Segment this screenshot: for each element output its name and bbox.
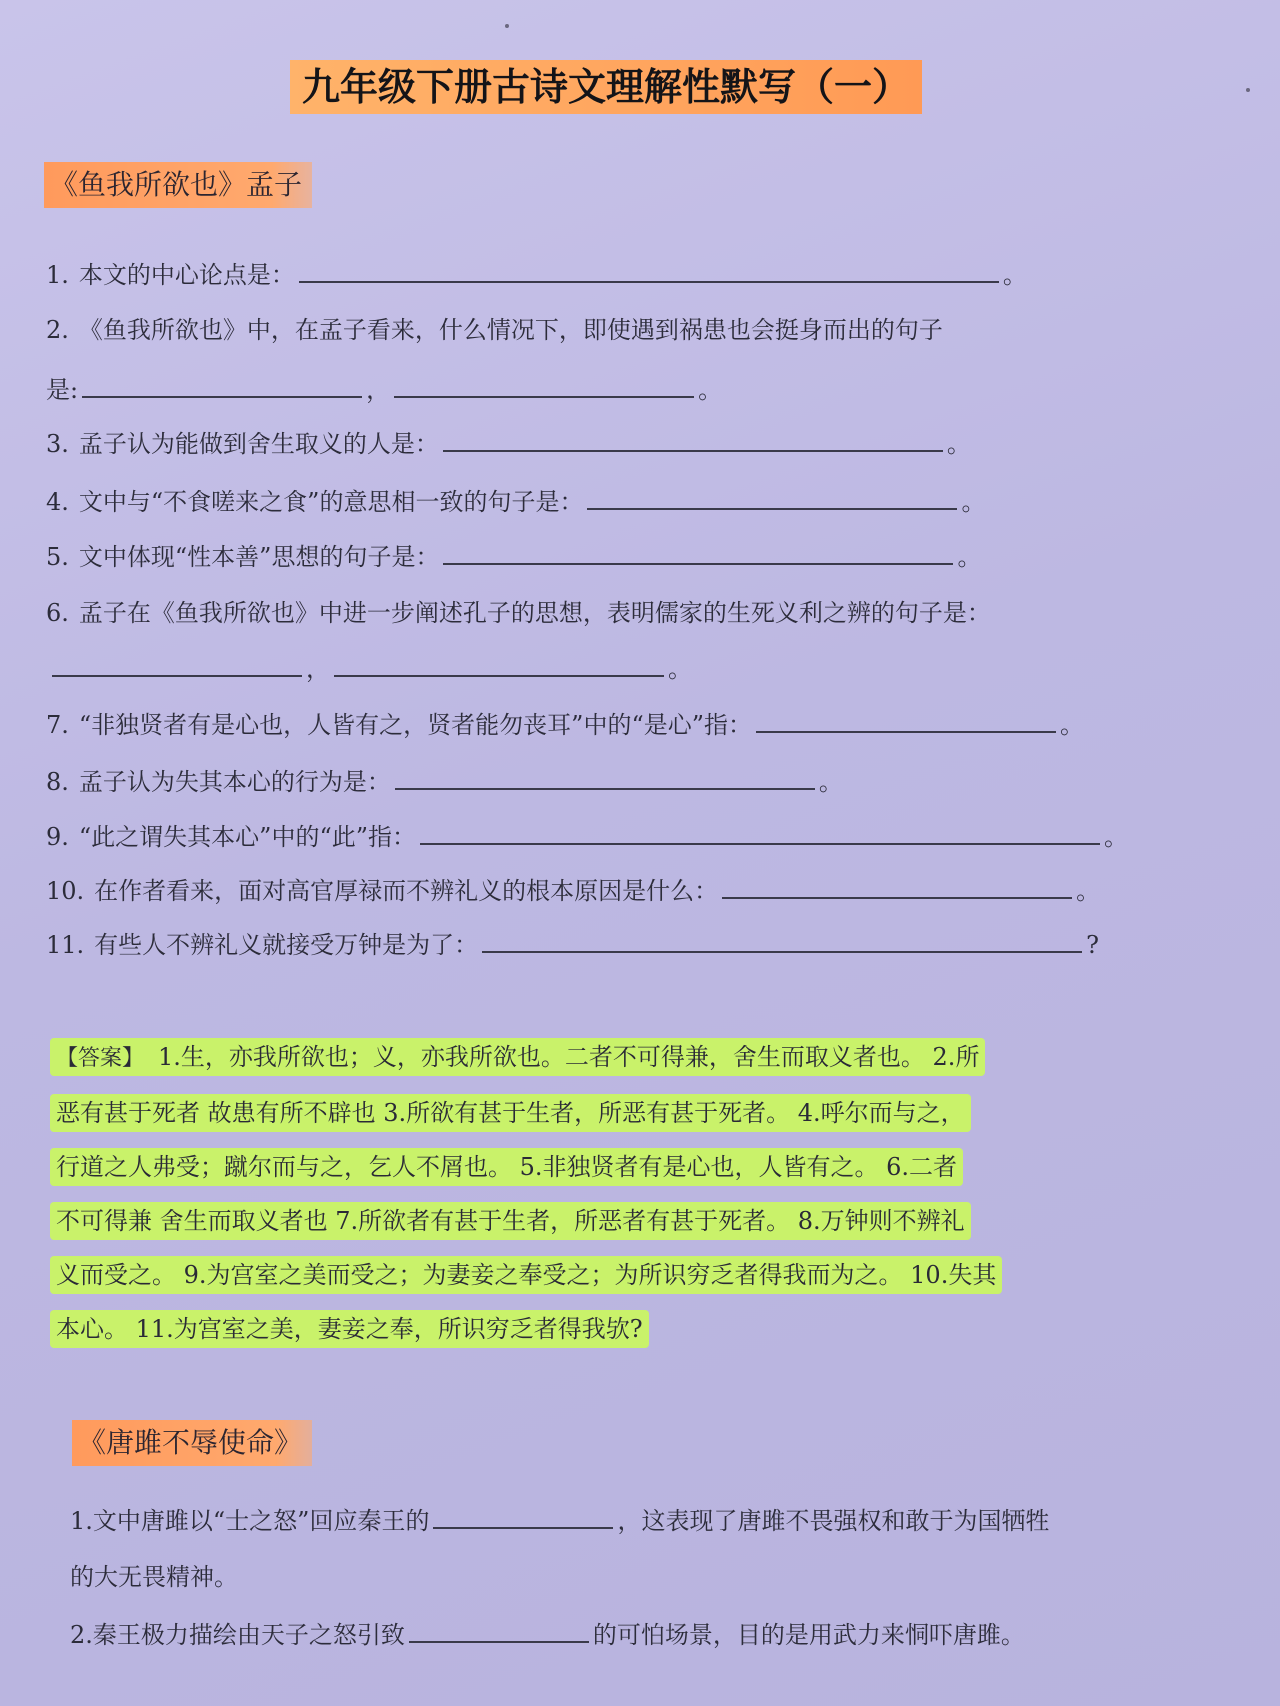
question-number: 5.	[46, 543, 69, 571]
question-text: ，这表现了唐雎不畏强权和敢于为国牺牲	[617, 1507, 1050, 1535]
question-2-2	[70, 1618, 1025, 1652]
answer-blank[interactable]	[443, 428, 943, 452]
question-2-1-continued	[70, 1560, 238, 1594]
question-number: 1.	[70, 1507, 93, 1535]
answer-line: 恶有甚于死者 故患有所不辟也 3.所欲有甚于生者，所恶有甚于死者。 4.呼尔而与之，	[56, 1099, 965, 1127]
question-text: 文中唐雎以“士之怒”回应秦王的	[92, 1507, 430, 1535]
section-heading-yu-wo-suo-yu-ye: 《鱼我所欲也》孟子	[44, 162, 312, 208]
answer-blank[interactable]	[722, 875, 1072, 899]
question-number: 11.	[46, 931, 85, 959]
question-number: 2.	[70, 1621, 93, 1649]
section-heading-tang-ju: 《唐雎不辱使命》	[72, 1420, 312, 1466]
question-6-continued: ， 。	[46, 652, 692, 686]
answer-blank[interactable]	[420, 821, 1100, 845]
answer-blank[interactable]	[299, 259, 999, 283]
question-text: 文中体现“性本善”思想的句子是：	[78, 543, 440, 571]
question-9: 9. “此之谓失其本心”中的“此”指： 。	[46, 823, 1128, 851]
question-number: 10.	[46, 877, 85, 905]
question-text: 文中与“不食嗟来之食”的意思相一致的句子是：	[78, 488, 584, 516]
question-2-continued: 是: ， 。	[46, 376, 723, 404]
answer-line: 不可得兼 舍生而取义者也 7.所欲者有甚于生者，所恶者有甚于死者。 8.万钟则不辨礼	[56, 1207, 965, 1235]
answer-blank[interactable]	[587, 486, 957, 510]
question-1: 1. 本文的中心论点是： 。	[46, 261, 1027, 289]
page-title: 九年级下册古诗文理解性默写（一）	[290, 60, 922, 114]
question-number: 6.	[46, 599, 69, 627]
answer-blank[interactable]	[433, 1505, 613, 1529]
answer-block	[50, 1030, 1210, 1356]
question-11: 11. 有些人不辨礼义就接受万钟是为了： ?	[46, 931, 1100, 959]
question-8: 8. 孟子认为失其本心的行为是： 。	[46, 768, 843, 796]
question-number: 3.	[46, 430, 69, 458]
question-text: 孟子认为失其本心的行为是：	[78, 768, 391, 796]
answer-line: 1.生，亦我所欲也；义，亦我所欲也。二者不可得兼，舍生而取义者也。 2.所	[158, 1043, 980, 1071]
question-3: 3. 孟子认为能做到舍生取义的人是： 。	[46, 430, 971, 458]
question-2	[46, 313, 943, 347]
answer-blank[interactable]	[409, 1619, 589, 1643]
answer-blank[interactable]	[334, 653, 664, 677]
question-text: 有些人不辨礼义就接受万钟是为了：	[94, 931, 479, 959]
answer-blank[interactable]	[482, 929, 1082, 953]
question-text: “非独贤者有是心也，人皆有之，贤者能勿丧耳”中的“是心”指：	[78, 711, 752, 739]
question-6	[46, 596, 991, 630]
question-10: 10. 在作者看来，面对高官厚禄而不辨礼义的根本原因是什么： 。	[46, 877, 1101, 905]
question-number: 1.	[46, 261, 69, 289]
paper-speck	[505, 24, 509, 28]
question-text: 在作者看来，面对高官厚禄而不辨礼义的根本原因是什么：	[94, 877, 719, 905]
question-text: 的大无畏精神。	[70, 1563, 238, 1591]
question-text: “此之谓失其本心”中的“此”指：	[78, 823, 416, 851]
answer-blank[interactable]	[82, 374, 362, 398]
question-text: 秦王极力描绘由天子之怒引致	[92, 1621, 405, 1649]
answer-line: 行道之人弗受；蹴尔而与之，乞人不屑也。 5.非独贤者有是心也，人皆有之。 6.二者	[56, 1153, 958, 1181]
question-text: 本文的中心论点是：	[78, 261, 295, 289]
paper-speck	[1246, 88, 1250, 92]
question-text: 孟子认为能做到舍生取义的人是：	[78, 430, 439, 458]
question-5: 5. 文中体现“性本善”思想的句子是： 。	[46, 543, 982, 571]
answer-line: 本心。 11.为宫室之美，妻妾之奉，所识穷乏者得我欤?	[56, 1315, 643, 1343]
answer-blank[interactable]	[756, 709, 1056, 733]
answer-blank[interactable]	[394, 374, 694, 398]
answer-blank[interactable]	[443, 541, 953, 565]
question-number: 9.	[46, 823, 69, 851]
question-4: 4. 文中与“不食嗟来之食”的意思相一致的句子是： 。	[46, 488, 986, 516]
question-text: 《鱼我所欲也》中，在孟子看来，什么情况下，即使遇到祸患也会挺身而出的句子	[78, 316, 943, 344]
question-number: 7.	[46, 711, 69, 739]
question-text: 孟子在《鱼我所欲也》中进一步阐述孔子的思想，表明儒家的生死义利之辨的句子是：	[78, 599, 991, 627]
answers-label: 【答案】	[56, 1046, 145, 1071]
question-text: 的可怕场景，目的是用武力来恫吓唐雎。	[592, 1621, 1025, 1649]
answer-blank[interactable]	[52, 653, 302, 677]
question-number: 4.	[46, 488, 69, 516]
question-number: 8.	[46, 768, 69, 796]
question-2-1	[70, 1504, 1049, 1538]
question-7: 7. “非独贤者有是心也，人皆有之，贤者能勿丧耳”中的“是心”指： 。	[46, 711, 1084, 739]
question-number: 2.	[46, 316, 69, 344]
answer-line: 义而受之。 9.为宫室之美而受之；为妻妾之奉受之；为所识穷乏者得我而为之。 10.失其	[56, 1261, 997, 1289]
answer-blank[interactable]	[395, 766, 815, 790]
